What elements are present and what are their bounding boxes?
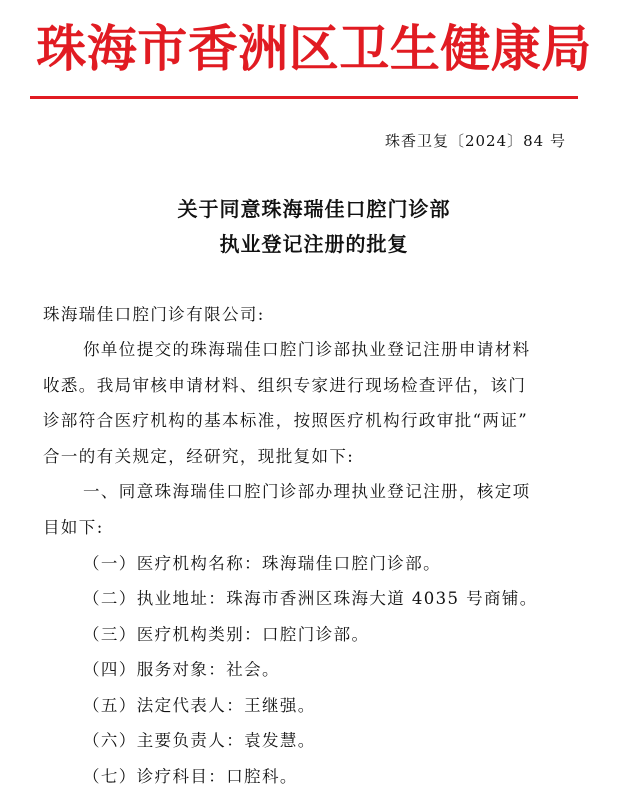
detail-item: （五）法定代表人：王继强。 [83, 696, 316, 715]
document-number: 珠香卫复〔2024〕84 号 [384, 132, 566, 150]
detail-item: （三）医疗机构类别：口腔门诊部。 [83, 625, 370, 644]
body-paragraph-line: 你单位提交的珠海瑞佳口腔门诊部执业登记注册申请材料 [83, 340, 531, 359]
body-paragraph-line: 诊部符合医疗机构的基本标准，按照医疗机构行政审批“两证” [43, 411, 529, 430]
addressee: 珠海瑞佳口腔门诊有限公司: [43, 305, 265, 324]
detail-item: （二）执业地址：珠海市香洲区珠海大道 4035 号商铺。 [83, 589, 538, 608]
item-one-line: 一、同意珠海瑞佳口腔门诊部办理执业登记注册，核定项 [83, 482, 531, 501]
detail-item: （七）诊疗科目：口腔科。 [83, 767, 298, 786]
agency-header-title: 珠海市香洲区卫生健康局 [36, 19, 592, 78]
detail-item: （四）服务对象：社会。 [83, 660, 280, 679]
red-header-divider [30, 96, 578, 99]
detail-item: （一）医疗机构名称：珠海瑞佳口腔门诊部。 [83, 554, 441, 573]
body-paragraph-line: 收悉。我局审核申请材料、组织专家进行现场检查评估，该门 [43, 376, 527, 395]
document-title-line-1: 关于同意珠海瑞佳口腔门诊部 [177, 197, 451, 221]
item-one-line: 目如下: [43, 518, 104, 537]
document-title-line-2: 执业登记注册的批复 [219, 232, 409, 256]
body-paragraph-line: 合一的有关规定，经研究，现批复如下: [43, 447, 355, 466]
detail-item: （六）主要负责人：袁发慧。 [83, 731, 316, 750]
